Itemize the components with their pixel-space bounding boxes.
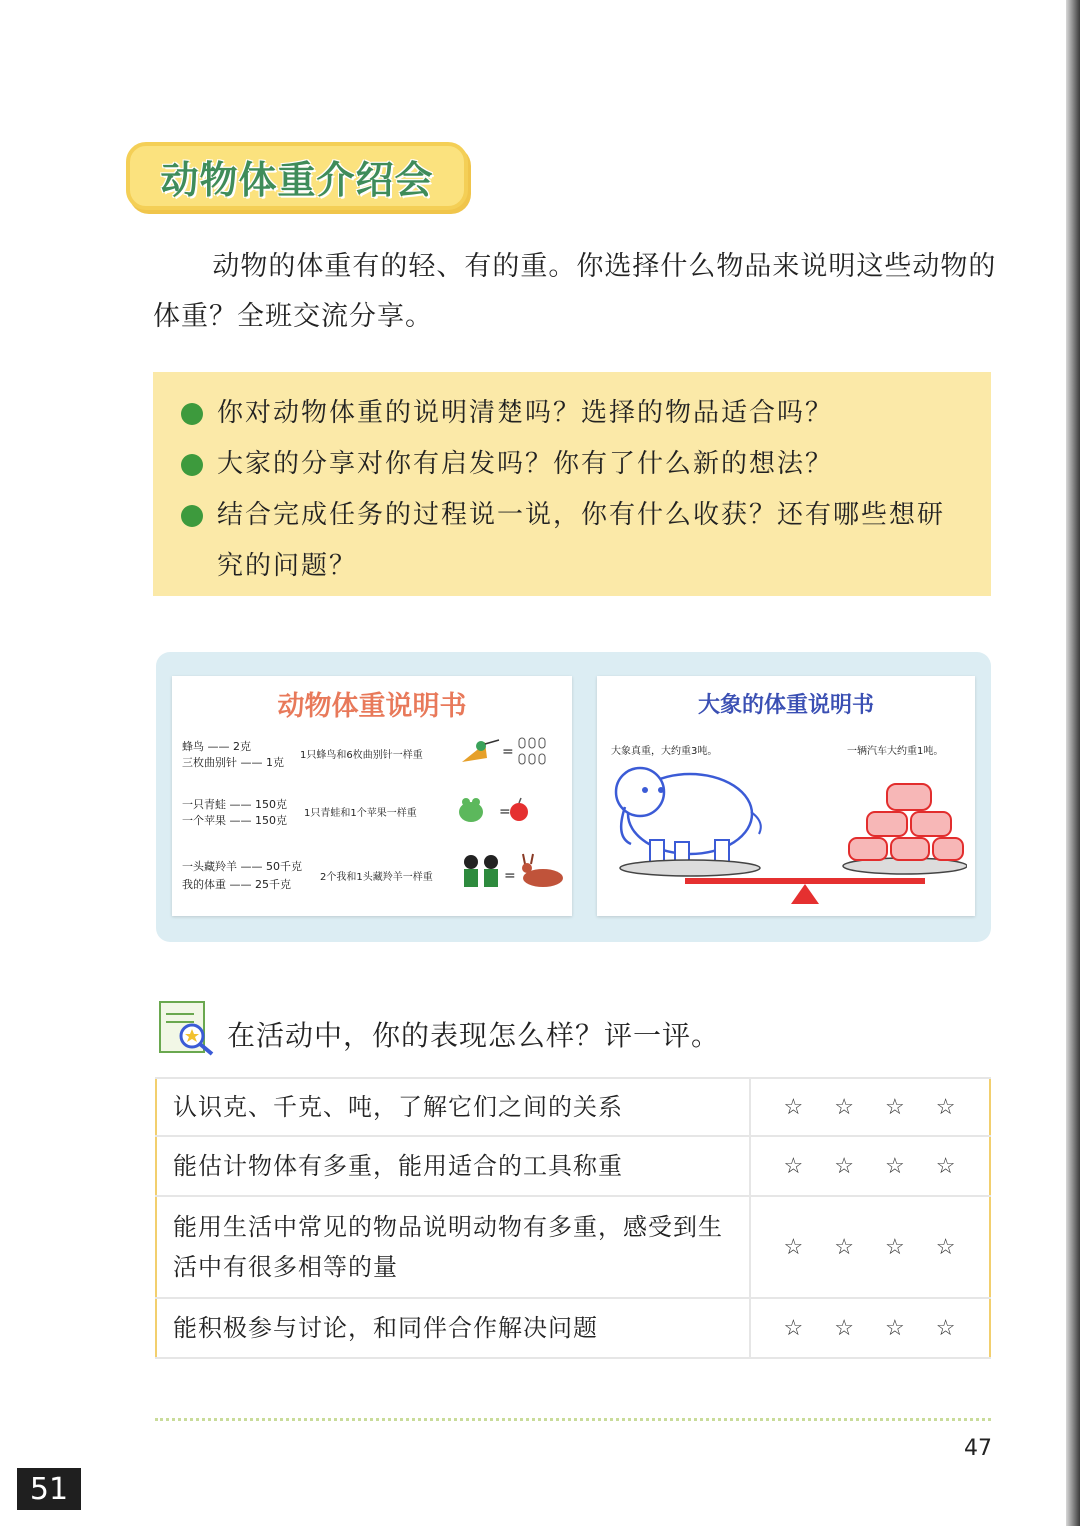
reflection-box	[153, 372, 991, 596]
dotted-divider	[155, 1418, 991, 1421]
row-result: 2个我和1头藏羚羊一样重	[320, 872, 433, 883]
self-evaluation-table	[155, 1077, 991, 1359]
reflection-item	[181, 490, 971, 592]
star-icon[interactable]: ☆	[885, 1234, 906, 1260]
row-line: 一只青蛙 —— 150克	[182, 798, 287, 811]
frog-apple-icon	[457, 792, 537, 828]
star-rating[interactable]	[750, 1136, 990, 1196]
elephant-weight-card	[597, 676, 975, 916]
elephant-balance-illustration	[605, 762, 967, 910]
row-result: 1只青蛙和1个苹果一样重	[304, 808, 417, 819]
equals-sign: =	[499, 804, 511, 820]
page-edge	[1066, 0, 1080, 1526]
star-icon[interactable]: ☆	[834, 1153, 855, 1179]
reflection-text: 你对动物体重的说明清楚吗？选择的物品适合吗？	[217, 398, 834, 428]
section-title-banner	[126, 142, 468, 210]
criterion-cell: 能估计物体有多重，能用适合的工具称重	[156, 1136, 750, 1196]
table-row	[156, 1078, 990, 1136]
page-badge-text: 51	[29, 1471, 69, 1507]
green-bullet-icon	[181, 505, 203, 527]
star-icon[interactable]: ☆	[783, 1094, 805, 1120]
criterion-cell: 认识克、千克、吨，了解它们之间的关系	[156, 1078, 750, 1136]
table-row	[156, 1196, 990, 1298]
page-number: 47	[964, 1436, 992, 1461]
row-line: 蜂鸟 —— 2克	[182, 740, 251, 753]
criterion-cell: 能用生活中常见的物品说明动物有多重，感受到生活中有很多相等的量	[156, 1196, 750, 1298]
car-note: 一辆汽车大约重1吨。	[847, 746, 944, 757]
rating-heading: 在活动中，你的表现怎么样？评一评。	[227, 1019, 721, 1052]
star-icon[interactable]: ☆	[935, 1094, 957, 1120]
criterion-cell: 能积极参与讨论，和同伴合作解决问题	[156, 1298, 750, 1358]
star-icon[interactable]: ☆	[834, 1234, 855, 1260]
green-bullet-icon	[181, 403, 203, 425]
star-icon[interactable]: ☆	[885, 1094, 906, 1120]
reflection-item	[181, 439, 971, 490]
row-line: 一个苹果 —— 150克	[182, 814, 287, 827]
row-line: 一头藏羚羊 —— 50千克	[182, 860, 302, 873]
elephant-note: 大象真重，大约重3吨。	[611, 746, 718, 757]
row-line: 三枚曲别针 —— 1克	[182, 756, 284, 769]
star-rating[interactable]	[750, 1298, 990, 1358]
row-line: 我的体重 —— 25千克	[182, 878, 291, 891]
reflection-text: 结合完成任务的过程说一说，你有什么收获？还有哪些想研究的问题？	[217, 500, 946, 581]
star-icon[interactable]: ☆	[834, 1094, 855, 1120]
star-rating[interactable]	[750, 1196, 990, 1298]
card-title: 大象的体重说明书	[697, 693, 874, 718]
star-icon[interactable]: ☆	[935, 1153, 957, 1179]
green-bullet-icon	[181, 454, 203, 476]
equals-sign: =	[502, 744, 514, 760]
star-rating[interactable]	[750, 1078, 990, 1136]
intro-paragraph: 动物的体重有的轻、有的重。你选择什么物品来说明这些动物的体重？全班交流分享。	[153, 251, 997, 332]
scroll-magnifier-icon	[154, 996, 218, 1060]
animal-weight-card	[172, 676, 572, 916]
reflection-item	[181, 388, 971, 439]
star-icon[interactable]: ☆	[885, 1153, 906, 1179]
rating-header	[154, 996, 994, 1060]
star-icon[interactable]: ☆	[783, 1153, 805, 1179]
star-icon[interactable]: ☆	[935, 1315, 957, 1341]
table-row	[156, 1298, 990, 1358]
section-title: 动物体重介绍会	[160, 157, 434, 202]
page-badge	[17, 1468, 81, 1510]
star-icon[interactable]: ☆	[834, 1315, 855, 1341]
equals-sign: =	[504, 868, 516, 884]
example-panel	[156, 652, 991, 942]
row-result: 1只蜂鸟和6枚曲别针一样重	[300, 750, 423, 761]
reflection-text: 大家的分享对你有启发吗？你有了什么新的想法？	[217, 449, 834, 479]
star-icon[interactable]: ☆	[783, 1315, 805, 1341]
star-icon[interactable]: ☆	[783, 1234, 805, 1260]
table-row	[156, 1136, 990, 1196]
card-title: 动物体重说明书	[277, 691, 467, 722]
star-icon[interactable]: ☆	[885, 1315, 906, 1341]
star-icon[interactable]: ☆	[935, 1234, 957, 1260]
